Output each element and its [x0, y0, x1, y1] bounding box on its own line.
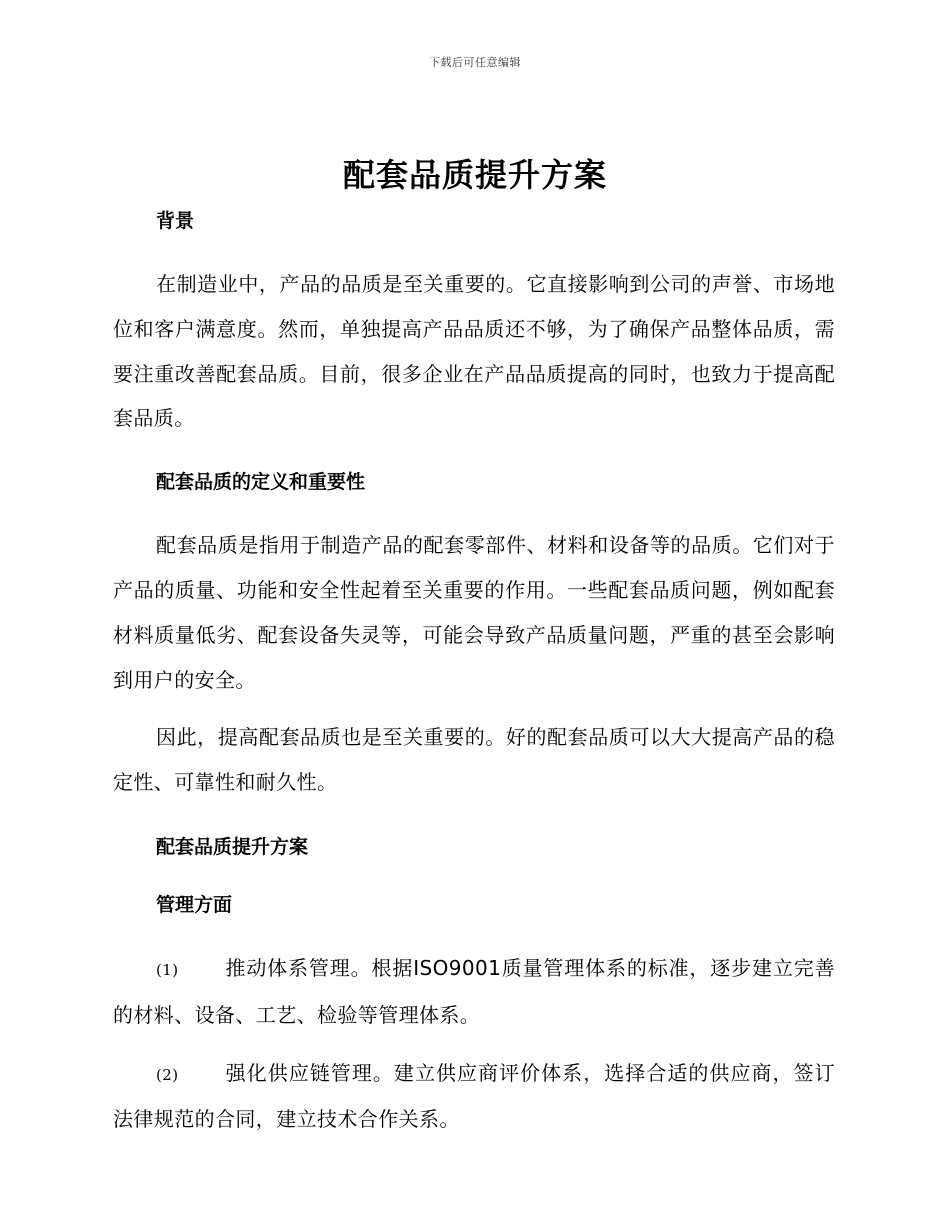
header-note: 下载后可任意编辑	[429, 56, 521, 69]
document-body	[113, 205, 835, 1142]
paragraph-definition-2: 因此，提高配套品质也是至关重要的。好的配套品质可以大大提高产品的稳定性、可靠性和耐久性。	[113, 725, 835, 795]
paragraph-background: 在制造业中，产品的品质是至关重要的。它直接影响到公司的声誉、市场地位和客户满意度。然而，单独提高产品品质还不够，为了确保产品整体品质，需要注重改善配套品质。目前，很多企业在产品品质提高的同时，也致力于提高配套品质。	[113, 272, 835, 431]
list-item-number: (2)	[156, 1065, 179, 1084]
list-item	[113, 1051, 835, 1143]
list-item-text: 强化供应链管理。建立供应商评价体系，选择合适的供应商，签订法律规范的合同，建立技术合作关系。	[113, 1060, 835, 1132]
document-title: 配套品质提升方案	[342, 156, 607, 194]
section-heading-management: 管理方面	[156, 893, 233, 916]
paragraph-definition-1: 配套品质是指用于制造产品的配套零部件、材料和设备等的品质。它们对于产品的质量、功能和安全性起着至关重要的作用。一些配套品质问题，例如配套材料质量低劣、配套设备失灵等，可能会导致产品质量问题，严重的甚至会影响到用户的安全。	[113, 533, 835, 692]
section-heading-plan: 配套品质提升方案	[156, 835, 309, 858]
list-item	[113, 946, 835, 1038]
section-heading-background: 背景	[156, 210, 195, 232]
list-item-text: 推动体系管理。根据ISO9001质量管理体系的标准，逐步建立完善的材料、设备、工艺、检验等管理体系。	[113, 955, 835, 1027]
section-heading-definition: 配套品质的定义和重要性	[156, 471, 366, 494]
list-item-number: (1)	[156, 960, 179, 979]
